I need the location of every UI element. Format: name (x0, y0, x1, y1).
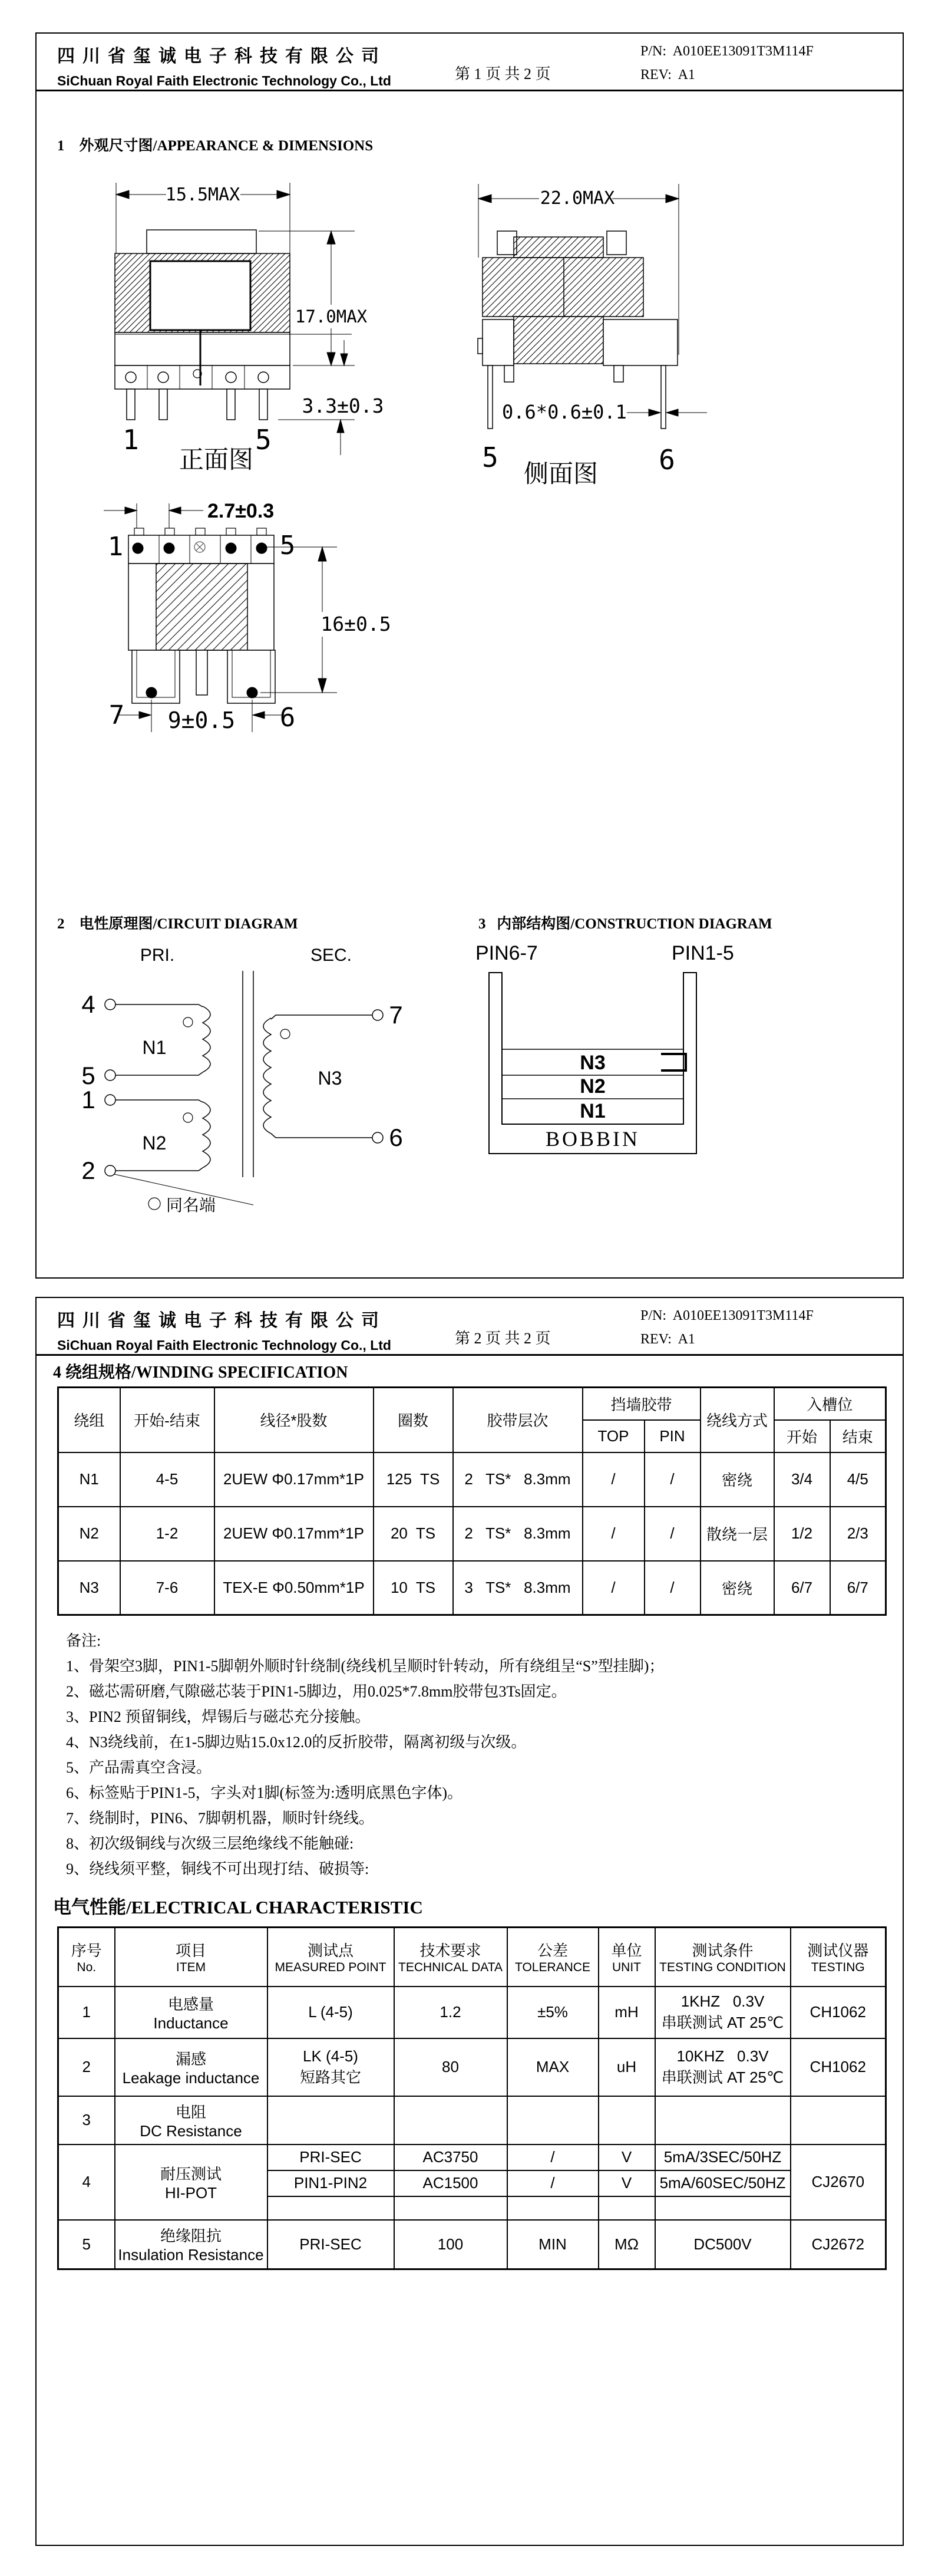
page-number: 第 1 页 共 2 页 (455, 65, 551, 83)
cell-slot-end: 6/7 (830, 1561, 886, 1615)
cell-pin: / (645, 1452, 701, 1507)
winding-n2-label: N2 (142, 1132, 167, 1154)
layer-n1-label: N1 (580, 1100, 606, 1122)
note-line: 7、绕制时，PIN6、7脚朝机器，顺时针绕线。 (66, 1810, 374, 1827)
side-pin5-label: 5 (482, 442, 498, 473)
cell-slot-start: 3/4 (774, 1452, 830, 1507)
cell-tolerance (507, 2096, 599, 2145)
page-1 (35, 32, 904, 1279)
cell-tape: 3 TS* 8.3mm (453, 1561, 583, 1615)
front-view-drawing (84, 178, 437, 473)
circuit-pin2-label: 2 (81, 1157, 95, 1184)
cell-tolerance: MAX (507, 2038, 599, 2096)
col-item: 项目 ITEM (115, 1928, 267, 1987)
cell-technical-data: AC1500 (394, 2170, 507, 2196)
company-name-cn: 四川省玺诚电子科技有限公司 (57, 1311, 386, 1330)
primary-label: PRI. (140, 946, 175, 965)
col-slot-end: 结束 (830, 1420, 886, 1452)
col-testing-condition: 测试条件 TESTING CONDITION (655, 1928, 791, 1987)
revision: REV: A1 (640, 67, 695, 83)
cell-testing (791, 2096, 886, 2145)
cell-tolerance: / (507, 2145, 599, 2170)
note-line: 3、PIN2 预留铜线，焊锡后与磁芯充分接触。 (66, 1708, 371, 1725)
cell-start-end: 4-5 (120, 1452, 214, 1507)
side-view-caption: 侧面图 (523, 461, 599, 485)
cell-start-end: 7-6 (120, 1561, 214, 1615)
cell-top: / (583, 1507, 645, 1561)
cell-slot-end: 4/5 (830, 1452, 886, 1507)
front-pin5-label: 5 (255, 424, 272, 456)
table-row (58, 2220, 886, 2269)
part-number: P/N: A010EE13091T3M114F (640, 1308, 814, 1323)
cell-wire: TEX-E Φ0.50mm*1P (214, 1561, 374, 1615)
cell-item: 电感量 Inductance (115, 1987, 267, 2038)
circuit-pin7-label: 7 (389, 1001, 403, 1029)
company-name-en: SiChuan Royal Faith Electronic Technology Co., Ltd (57, 73, 391, 88)
cell-top: / (583, 1561, 645, 1615)
cell-method: 密绕 (701, 1561, 774, 1615)
col-slot: 入槽位 (774, 1388, 886, 1420)
cell-turns: 20 TS (374, 1507, 453, 1561)
circuit-pin4-label: 4 (81, 990, 95, 1018)
cell-unit: V (599, 2145, 655, 2170)
cell-measured-point (267, 2096, 394, 2145)
cell-testing: CH1062 (791, 2038, 886, 2096)
front-pin-dim: 3.3±0.3 (302, 394, 384, 417)
cell-no: 4 (58, 2145, 115, 2220)
cell-top: / (583, 1452, 645, 1507)
side-view-drawing (443, 178, 791, 485)
cell-testing-condition: 5mA/60SEC/50HZ (655, 2170, 791, 2196)
cell-slot-start: 6/7 (774, 1561, 830, 1615)
cell-testing: CJ2672 (791, 2220, 886, 2269)
cell-measured-point: PIN1-PIN2 (267, 2170, 394, 2196)
front-view-caption: 正面图 (179, 447, 254, 473)
cell-measured-point: LK (4-5) 短路其它 (267, 2038, 394, 2096)
bottom-view-drawing (84, 496, 402, 779)
construction-diagram (467, 938, 797, 1192)
winding-n3-label: N3 (318, 1068, 342, 1089)
part-number: P/N: A010EE13091T3M114F (640, 44, 814, 59)
cell-pin: / (645, 1561, 701, 1615)
winding-spec-table (57, 1386, 887, 1616)
table-row (58, 1507, 886, 1561)
layer-n3-label: N3 (580, 1052, 606, 1074)
bottom-pin1-label: 1 (107, 532, 124, 562)
cell-measured-point: PRI-SEC (267, 2145, 394, 2170)
note-line: 2、磁芯需研磨,气隙磁芯装于PIN1-5脚边，用0.025*7.8mm胶带包3Ts固定。 (66, 1683, 567, 1700)
note-line: 9、绕线须平整，铜线不可出现打结、破损等: (66, 1860, 369, 1877)
cell-item: 耐压测试 HI-POT (115, 2145, 267, 2220)
electrical-title: 电气性能/ELECTRICAL CHARACTERISTIC (53, 1897, 423, 1918)
col-testing: 测试仪器 TESTING (791, 1928, 886, 1987)
cell-testing-condition: DC500V (655, 2220, 791, 2269)
header-rule (37, 1354, 903, 1356)
cell-testing: CH1062 (791, 1987, 886, 2038)
note-line: 5、产品需真空含浸。 (66, 1759, 212, 1776)
cell-measured-point: PRI-SEC (267, 2220, 394, 2269)
table-row (58, 1452, 886, 1507)
cell-measured-point: L (4-5) (267, 1987, 394, 2038)
cell-measured-point (267, 2196, 394, 2220)
cell-unit: uH (599, 2038, 655, 2096)
cell-winding: N3 (58, 1561, 120, 1615)
front-pin1-label: 1 (123, 424, 139, 456)
page-2 (35, 1297, 904, 2546)
notes-block (66, 1628, 664, 1882)
section3-title: 3 内部结构图/CONSTRUCTION DIAGRAM (478, 916, 772, 932)
note-line: 1、骨架空3脚，PIN1-5脚朝外顺时针绕制(绕线机呈顺时针转动，所有绕组呈“S”型挂脚)； (66, 1658, 665, 1675)
cell-technical-data (394, 2096, 507, 2145)
cell-tape: 2 TS* 8.3mm (453, 1507, 583, 1561)
cell-tape: 2 TS* 8.3mm (453, 1452, 583, 1507)
table-row (58, 2145, 886, 2170)
col-winding: 绕组 (58, 1388, 120, 1452)
note-line: 8、初次级铜线与次级三层绝缘线不能触碰: (66, 1835, 354, 1852)
front-height-dim: 17.0MAX (295, 307, 368, 327)
table-row (58, 1987, 886, 2038)
cell-item: 电阻 DC Resistance (115, 2096, 267, 2145)
note-line: 6、标签贴于PIN1-5，字头对1脚(标签为:透明底黑色字体)。 (66, 1784, 463, 1801)
side-pin6-label: 6 (659, 444, 675, 476)
cell-pin: / (645, 1507, 701, 1561)
col-wire: 线径*股数 (214, 1388, 374, 1452)
cell-winding: N2 (58, 1507, 120, 1561)
col-wall-pin: PIN (645, 1420, 701, 1452)
construction-pin15-label: PIN1-5 (672, 942, 734, 964)
col-technical-data: 技术要求 TECHNICAL DATA (394, 1928, 507, 1987)
cell-technical-data: 80 (394, 2038, 507, 2096)
cell-technical-data: 1.2 (394, 1987, 507, 2038)
cell-winding: N1 (58, 1452, 120, 1507)
col-method: 绕线方式 (701, 1388, 774, 1452)
construction-pin67-label: PIN6-7 (475, 942, 538, 964)
cell-testing-condition (655, 2196, 791, 2220)
cell-turns: 10 TS (374, 1561, 453, 1615)
cell-testing-condition: 5mA/3SEC/50HZ (655, 2145, 791, 2170)
cell-no: 3 (58, 2096, 115, 2145)
revision: REV: A1 (640, 1332, 695, 1347)
cell-wire: 2UEW Φ0.17mm*1P (214, 1452, 374, 1507)
col-tolerance: 公差 TOLERANCE (507, 1928, 599, 1987)
cell-technical-data: 100 (394, 2220, 507, 2269)
col-wall-tape: 挡墙胶带 (583, 1388, 701, 1420)
circuit-pin6-label: 6 (389, 1124, 403, 1151)
cell-testing: CJ2670 (791, 2145, 886, 2220)
bottom-pitch-dim: 2.7±0.3 (207, 500, 275, 522)
table-row (58, 1561, 886, 1615)
col-wall-top: TOP (583, 1420, 645, 1452)
side-pin-dim: 0.6*0.6±0.1 (502, 401, 627, 423)
cell-start-end: 1-2 (120, 1507, 214, 1561)
col-tape: 胶带层次 (453, 1388, 583, 1452)
electrical-table (57, 1926, 887, 2270)
cell-tolerance: ±5% (507, 1987, 599, 2038)
cell-technical-data (394, 2196, 507, 2220)
cell-tolerance: MIN (507, 2220, 599, 2269)
winding-n1-label: N1 (142, 1037, 167, 1058)
cell-unit (599, 2096, 655, 2145)
cell-item: 漏感 Leakage inductance (115, 2038, 267, 2096)
col-unit: 单位 UNIT (599, 1928, 655, 1987)
company-name-cn: 四川省玺诚电子科技有限公司 (57, 47, 386, 66)
col-turns: 圈数 (374, 1388, 453, 1452)
bottom-pin5-label: 5 (279, 531, 296, 561)
cell-tolerance: / (507, 2170, 599, 2196)
circuit-pin1-label: 1 (81, 1086, 95, 1114)
col-no: 序号 No. (58, 1928, 115, 1987)
notes-title: 备注: (66, 1632, 101, 1649)
cell-method: 散绕一层 (701, 1507, 774, 1561)
col-start-end: 开始-结束 (120, 1388, 214, 1452)
header-rule (37, 90, 903, 91)
section1-title: 1 外观尺寸图/APPEARANCE & DIMENSIONS (57, 138, 374, 154)
col-slot-start: 开始 (774, 1420, 830, 1452)
cell-tolerance (507, 2196, 599, 2220)
cell-unit: MΩ (599, 2220, 655, 2269)
front-width-dim: 15.5MAX (165, 185, 240, 205)
note-line: 4、N3绕线前，在1-5脚边贴15.0x12.0的反折胶带，隔离初级与次级。 (66, 1734, 527, 1751)
page-number: 第 2 页 共 2 页 (455, 1330, 551, 1347)
circuit-pin5-label: 5 (81, 1062, 95, 1089)
cell-turns: 125 TS (374, 1452, 453, 1507)
cell-testing-condition: 10KHZ 0.3V 串联测试 AT 25℃ (655, 2038, 791, 2096)
circuit-diagram (66, 938, 419, 1215)
layer-n2-label: N2 (580, 1075, 606, 1098)
bobbin-label: BOBBIN (545, 1127, 640, 1151)
cell-testing-condition (655, 2096, 791, 2145)
cell-item: 绝缘阻抗 Insulation Resistance (115, 2220, 267, 2269)
cell-no: 5 (58, 2220, 115, 2269)
cell-no: 1 (58, 1987, 115, 2038)
cell-unit (599, 2196, 655, 2220)
cell-no: 2 (58, 2038, 115, 2096)
cell-wire: 2UEW Φ0.17mm*1P (214, 1507, 374, 1561)
bottom-span-dim: 9±0.5 (167, 707, 236, 733)
side-width-dim: 22.0MAX (540, 188, 615, 209)
dot-convention-legend: 同名端 (166, 1197, 216, 1215)
cell-slot-end: 2/3 (830, 1507, 886, 1561)
bottom-pin6-label: 6 (279, 703, 296, 733)
bottom-pin7-label: 7 (108, 700, 125, 730)
secondary-label: SEC. (310, 946, 352, 965)
section2-title: 2 电性原理图/CIRCUIT DIAGRAM (57, 916, 298, 932)
cell-technical-data: AC3750 (394, 2145, 507, 2170)
bottom-height-dim: 16±0.5 (321, 612, 391, 635)
section4-title: 4 绕组规格/WINDING SPECIFICATION (53, 1363, 348, 1382)
company-name-en: SiChuan Royal Faith Electronic Technology Co., Ltd (57, 1338, 391, 1353)
cell-slot-start: 1/2 (774, 1507, 830, 1561)
table-row (58, 2038, 886, 2096)
cell-testing-condition: 1KHZ 0.3V 串联测试 AT 25℃ (655, 1987, 791, 2038)
cell-unit: V (599, 2170, 655, 2196)
col-measured-point: 测试点 MEASURED POINT (267, 1928, 394, 1987)
cell-method: 密绕 (701, 1452, 774, 1507)
cell-unit: mH (599, 1987, 655, 2038)
table-row (58, 2096, 886, 2145)
